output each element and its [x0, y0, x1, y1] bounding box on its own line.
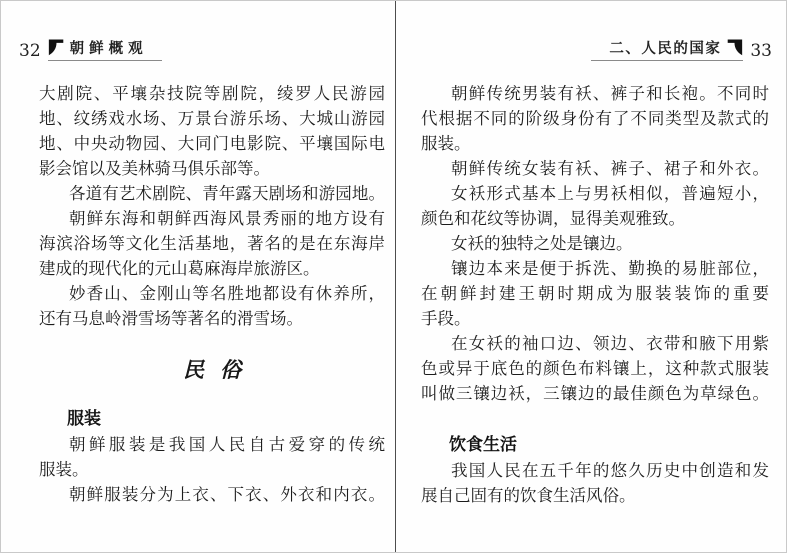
text-line: 朝鲜东海和朝鲜西海风景秀丽的地方设有 [69, 209, 385, 228]
text-line: 我国人民在五千年的悠久历史中创造和发 [451, 461, 769, 480]
text-line: 大剧院、平壤杂技院等剧院，绫罗人民游园 [39, 84, 385, 103]
header-right [591, 39, 772, 61]
subsection-heading-clothing: 服装 [67, 409, 101, 429]
text-line: 还有马息岭滑雪场等著名的滑雪场。 [39, 309, 303, 328]
text-line: 朝鲜服装分为上衣、下衣、外衣和内衣。 [69, 485, 385, 504]
text-line: 颜色和花纹等协调，显得美观雅致。 [421, 209, 685, 228]
bracket-ornament-left-icon [48, 39, 65, 57]
text-line: 叫做三镶边袄，三镶边的最佳颜色为草绿色。 [421, 384, 769, 403]
page-number-right: 33 [750, 41, 772, 61]
text-line: 朝鲜服装是我国人民自古爱穿的传统 [69, 435, 385, 454]
text-line: 地、中央动物园、大同门电影院、平壤国际电 [39, 134, 385, 153]
text-line: 在女袄的袖口边、领边、衣带和腋下用紫 [451, 334, 769, 353]
header-rule-left [48, 39, 162, 61]
text-line: 手段。 [421, 309, 471, 328]
header-left [19, 39, 162, 61]
section-heading-folk-customs: 民俗 [183, 357, 257, 382]
text-line: 女袄的独特之处是镶边。 [451, 234, 633, 253]
text-line: 镶边本来是便于拆洗、勤换的易脏部位， [451, 259, 769, 278]
page-right-body [421, 81, 769, 508]
text-line: 展自己固有的饮食生活风俗。 [421, 486, 636, 505]
text-line: 妙香山、金刚山等名胜地都设有休养所， [69, 284, 385, 303]
header-title-left: 朝鲜概观 [69, 40, 148, 57]
text-line: 影会馆以及美林骑马俱乐部等。 [39, 159, 270, 178]
text-line: 朝鲜传统女装有袄、裤子、裙子和外衣。 [451, 159, 769, 178]
header-rule-right [591, 39, 743, 61]
text-line: 地、纹绣戏水场、万景台游乐场、大城山游园 [39, 109, 385, 128]
page-number-left: 32 [19, 41, 41, 61]
text-line: 建成的现代化的元山葛麻海岸旅游区。 [39, 259, 320, 278]
text-line: 在朝鲜封建王朝时期成为服装装饰的重要 [421, 284, 769, 303]
text-line: 代根据不同的阶级身份有了不同类型及款式的 [421, 109, 769, 128]
text-line: 海滨浴场等文化生活基地，著名的是在东海岸 [39, 234, 385, 253]
header-title-right: 二、人民的国家 [609, 40, 722, 57]
text-line: 色或异于底色的颜色布料镶上，这种款式服装 [421, 359, 769, 378]
text-line: 服装。 [421, 134, 471, 153]
page-gutter-divider [395, 1, 396, 553]
bracket-ornament-right-icon [726, 39, 743, 57]
text-line: 朝鲜传统男装有袄、裤子和长袍。不同时 [451, 84, 769, 103]
text-line: 服装。 [39, 460, 89, 479]
page-left-body [39, 81, 385, 507]
subsection-heading-food-life: 饮食生活 [449, 435, 517, 455]
text-line: 各道有艺术剧院、青年露天剧场和游园地。 [69, 184, 385, 203]
text-line: 女袄形式基本上与男袄相似，普遍短小， [451, 184, 769, 203]
